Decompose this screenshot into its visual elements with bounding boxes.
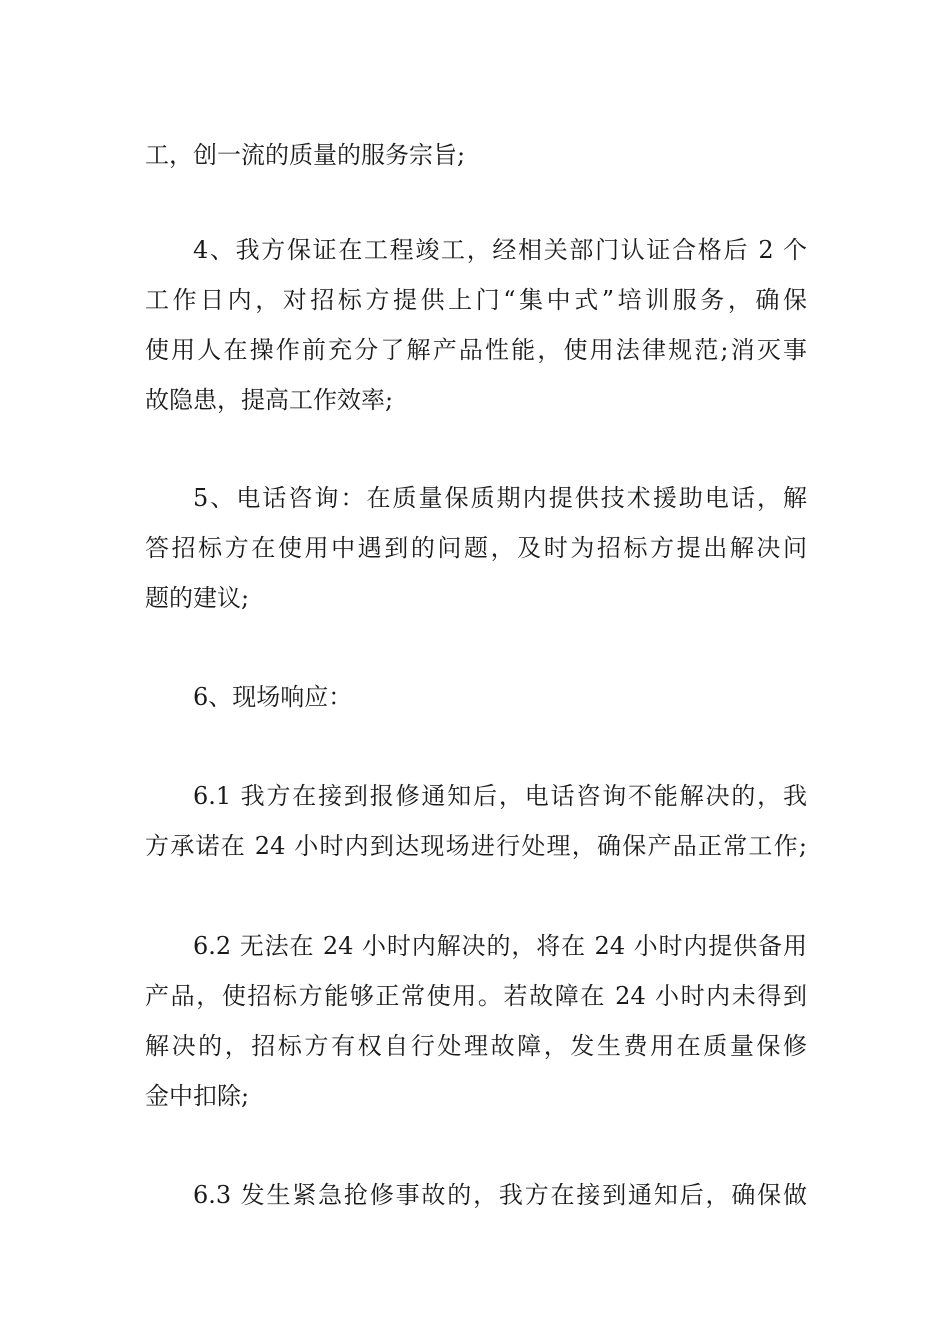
paragraph-item-6-2-line-1: 6.2 无法在 24 小时内解决的，将在 24 小时内提供备用: [193, 932, 807, 960]
paragraph-item-6-2-line-4: 金中扣除;: [145, 1082, 250, 1110]
paragraph-item-6-1-line-2: 方承诺在 24 小时内到达现场进行处理，确保产品正常工作;: [145, 832, 807, 860]
paragraph-item-4-line-2: 工作日内，对招标方提供上门“集中式”培训服务，确保: [145, 286, 807, 314]
paragraph-item-6-2-line-3: 解决的，招标方有权自行处理故障，发生费用在质量保修: [145, 1032, 807, 1060]
paragraph-item-4-line-3: 使用人在操作前充分了解产品性能，使用法律规范;消灭事: [145, 336, 807, 364]
paragraph-item-6-line-1: 6、现场响应：: [193, 683, 353, 711]
paragraph-item-5-line-2: 答招标方在使用中遇到的问题，及时为招标方提出解决问: [145, 534, 807, 562]
paragraph-item-5-line-3: 题的建议;: [145, 584, 250, 612]
paragraph-item-6-2-line-2: 产品，使招标方能够正常使用。若故障在 24 小时内未得到: [145, 982, 807, 1010]
paragraph-item-6-1-line-1: 6.1 我方在接到报修通知后，电话咨询不能解决的，我: [193, 782, 807, 810]
paragraph-continuation-line-1: 工，创一流的质量的服务宗旨;: [145, 141, 466, 169]
paragraph-item-5-line-1: 5、电话咨询：在质量保质期内提供技术援助电话，解: [193, 484, 807, 512]
paragraph-item-6-3-line-1: 6.3 发生紧急抢修事故的，我方在接到通知后，确保做: [193, 1181, 807, 1209]
paragraph-item-4-line-1: 4、我方保证在工程竣工，经相关部门认证合格后 2 个: [193, 236, 807, 264]
paragraph-item-4-line-4: 故隐患，提高工作效率;: [145, 386, 394, 414]
